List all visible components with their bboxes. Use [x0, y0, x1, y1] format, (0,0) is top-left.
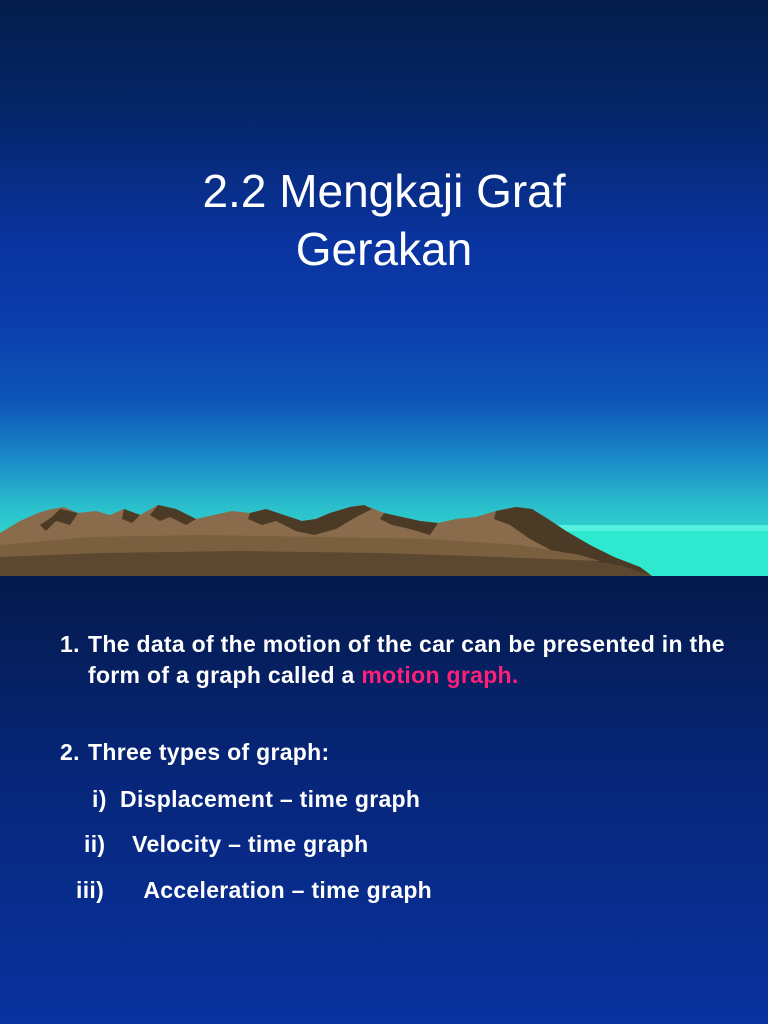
sub-item-1	[92, 784, 420, 815]
bullet-text-1-body: The data of the motion of the car can be presented in the form of a graph called a	[88, 631, 725, 688]
sub-item-2	[84, 829, 369, 860]
sub-item-label-3: iii)	[76, 877, 105, 903]
bullet-number-2: 2.	[60, 739, 80, 765]
bullet-text-2: Three types of graph:	[88, 739, 330, 765]
bullet-item-1	[60, 629, 750, 691]
sub-item-text-1: Displacement – time graph	[120, 786, 421, 812]
bullet-number-1: 1.	[60, 631, 80, 657]
sub-item-label-1: i)	[92, 786, 107, 812]
sub-item-text-3: Acceleration – time graph	[143, 877, 433, 903]
bullet-text-1	[88, 629, 750, 691]
slide-content-background	[0, 576, 768, 1024]
slide-title-line-1: 2.2 Mengkaji Graf	[202, 165, 566, 217]
slide-title	[0, 162, 768, 278]
sub-item-text-2: Velocity – time graph	[132, 831, 369, 857]
bullet-item-2	[60, 737, 750, 768]
sub-item-label-2: ii)	[84, 831, 106, 857]
slide-title-line-2: Gerakan	[295, 223, 473, 275]
mountain-landscape-illustration	[0, 495, 768, 576]
motion-graph-highlight: motion graph.	[361, 662, 519, 688]
sub-item-3	[76, 875, 432, 906]
